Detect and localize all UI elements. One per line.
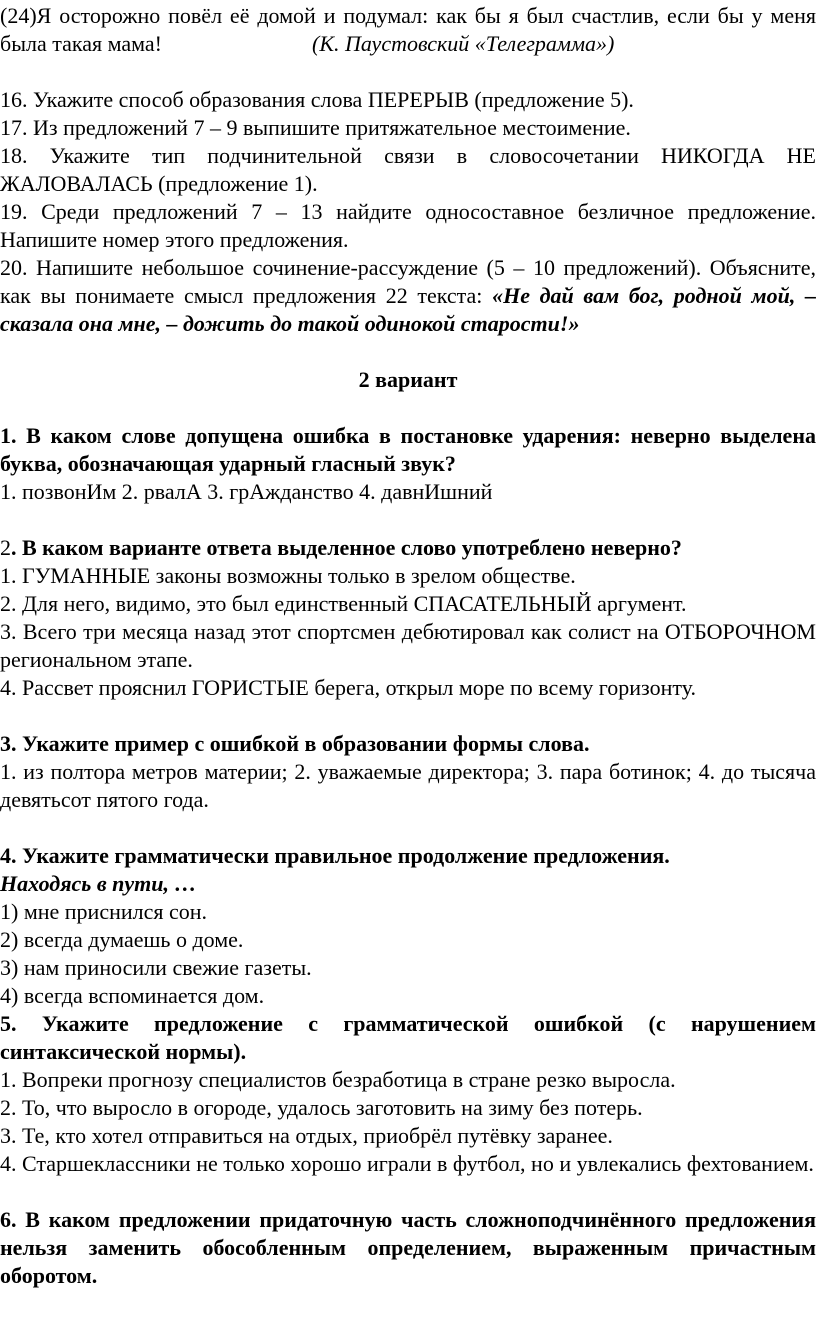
question-4-option-1: 1) мне приснился сон. (0, 899, 208, 924)
intro-source: (К. Паустовский «Телеграмма») (312, 31, 615, 56)
task-19: 19. Среди предложений 7 – 13 найдите односоставное безличное предложение. Напишите номер этого предложения. (0, 199, 816, 252)
spacer (0, 394, 816, 422)
question-5-option-2: 2. То, что выросло в огороде, удалось заготовить на зиму без потерь. (0, 1095, 643, 1120)
task-18: 18. Укажите тип подчинительной связи в словосочетании НИКОГДА НЕ ЖАЛОВАЛАСЬ (предложение 1). (0, 143, 816, 196)
task-20 (0, 254, 816, 338)
task-20-quote: «Не дай вам бог, родной мой, – сказала она мне, – дожить до такой одинокой старости!» (0, 283, 816, 336)
spacer (0, 1178, 816, 1206)
intro-paragraph (0, 2, 816, 58)
intro-quote: (24)Я осторожно повёл её домой и подумал: как бы я был счастлив, если бы у меня была такая мама! (0, 3, 816, 56)
spacer (0, 814, 816, 842)
spacer (0, 58, 816, 86)
question-4-option-3: 3) нам приносили свежие газеты. (0, 955, 312, 980)
question-2 (0, 534, 816, 562)
spacer (0, 338, 816, 366)
task-16: 16. Укажите способ образования слова ПЕРЕРЫВ (предложение 5). (0, 87, 634, 112)
question-1: 1. В каком слове допущена ошибка в постановке ударения: неверно выделена буква, обозначающая ударный гласный звук? (0, 423, 816, 476)
task-20-text: 20. Напишите небольшое сочинение-рассуждение (5 – 10 предложений). Объясните, как вы понимаете смысл предложения 22 текста: (0, 255, 816, 308)
question-3-options: 1. из полтора метров материи; 2. уважаемые директора; 3. пара ботинок; 4. до тысяча девятьсот пятого года. (0, 759, 816, 812)
question-4-lead: Находясь в пути, … (0, 871, 197, 896)
question-2-option-2: 2. Для него, видимо, это был единственный СПАСАТЕЛЬНЫЙ аргумент. (0, 591, 687, 616)
question-3: 3. Укажите пример с ошибкой в образовании формы слова. (0, 731, 590, 756)
question-5-option-4: 4. Старшеклассники не только хорошо играли в футбол, но и увлекались фехтованием. (0, 1151, 814, 1176)
question-5: 5. Укажите предложение с грамматической ошибкой (с нарушением синтаксической нормы). (0, 1011, 816, 1064)
question-4: 4. Укажите грамматически правильное продолжение предложения. (0, 843, 670, 868)
question-4-option-2: 2) всегда думаешь о доме. (0, 927, 244, 952)
question-1-options: 1. позвонИм 2. рвалА 3. грАжданство 4. давнИшний (0, 479, 493, 504)
question-6: 6. В каком предложении придаточную часть сложноподчинённого предложения нельзя заменить обособленным определением, выраженным причастным оборотом. (0, 1207, 816, 1288)
question-4-option-4: 4) всегда вспоминается дом. (0, 983, 265, 1008)
question-2-number: 2 (0, 535, 11, 560)
question-2-option-3: 3. Всего три месяца назад этот спортсмен дебютировал как солист на ОТБОРОЧНОМ региональном этапе. (0, 619, 816, 672)
question-5-option-1: 1. Вопреки прогнозу специалистов безработица в стране резко выросла. (0, 1067, 676, 1092)
question-2-option-1: 1. ГУМАННЫЕ законы возможны только в зрелом обществе. (0, 563, 576, 588)
question-2-option-4: 4. Рассвет прояснил ГОРИСТЫЕ берега, открыл море по всему горизонту. (0, 675, 696, 700)
question-5-option-3: 3. Те, кто хотел отправиться на отдых, приобрёл путёвку заранее. (0, 1123, 613, 1148)
spacer (0, 702, 816, 730)
variant-title: 2 вариант (358, 367, 458, 392)
question-2-text: . В каком варианте ответа выделенное слово употреблено неверно? (11, 535, 682, 560)
spacer (0, 506, 816, 534)
task-17: 17. Из предложений 7 – 9 выпишите притяжательное местоимение. (0, 115, 631, 140)
